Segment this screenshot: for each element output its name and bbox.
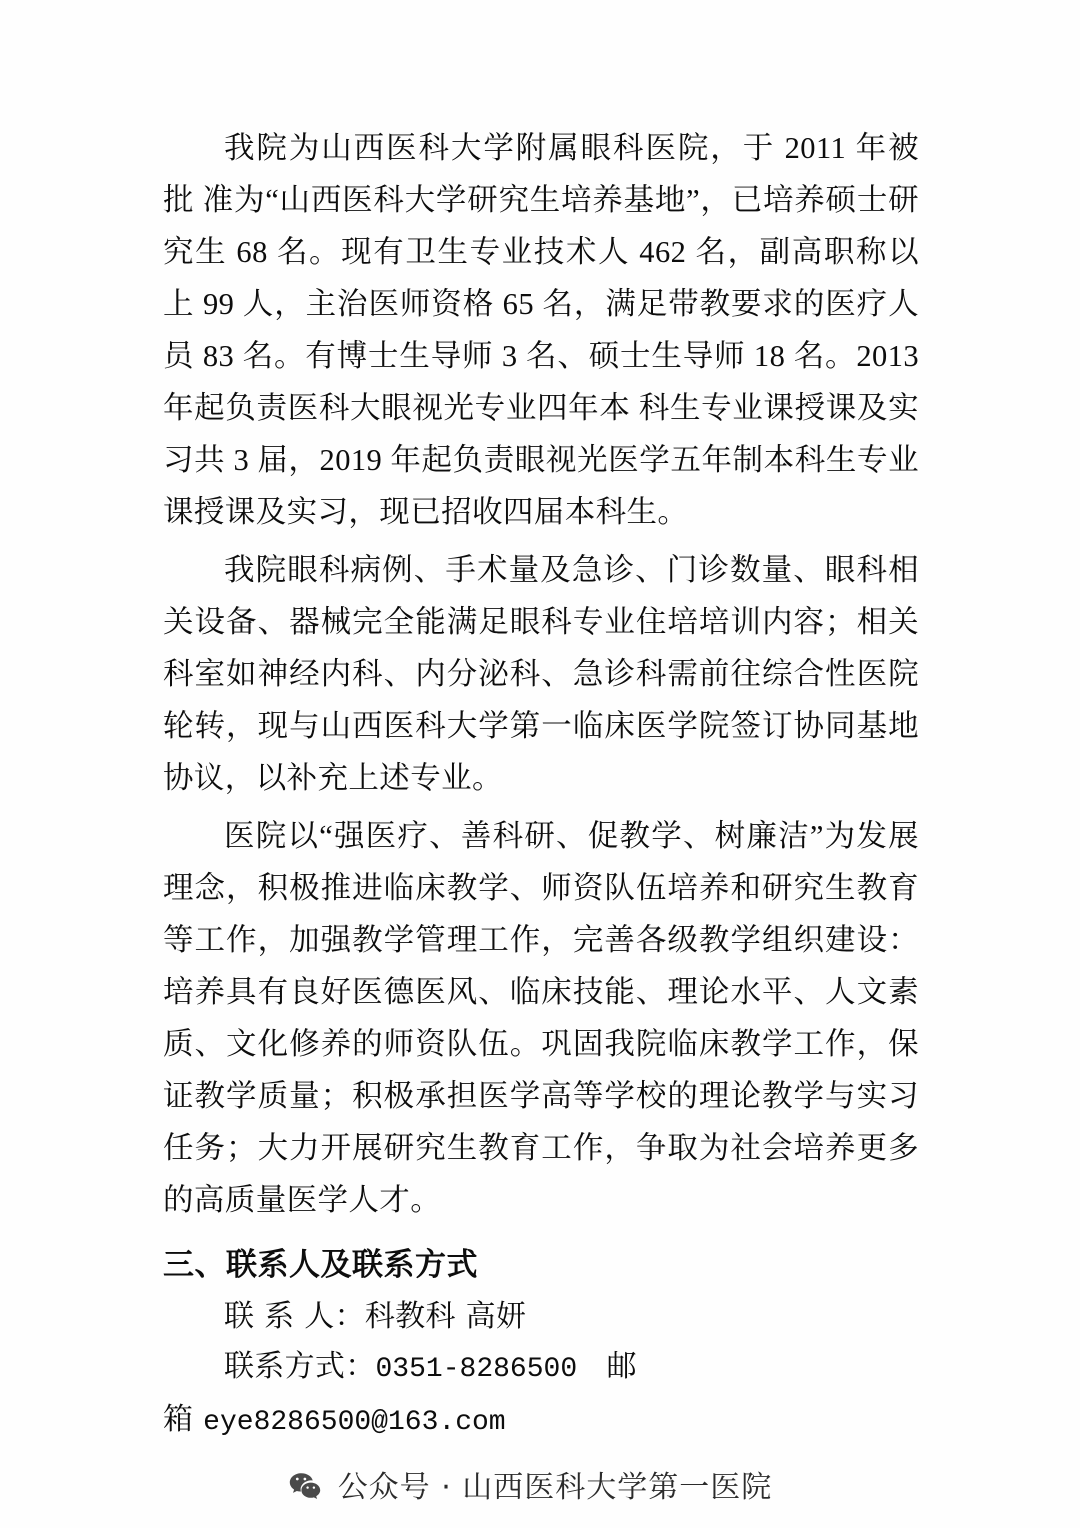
contact-method-label: 联系方式： <box>224 1349 376 1384</box>
section-heading-contact: 三、联系人及联系方式 <box>163 1247 478 1283</box>
contact-email-prefix: 邮箱 <box>163 1349 637 1437</box>
paragraph-2: 我院眼科病例、手术量及急诊、门诊数量、眼科相关设备、器械完全能满足眼科专业住培培训内容；相关科室如神经内科、内分泌科、急诊科需前往综合性医院轮转，现与山西医科大学第一临床医学院签订协同基地协议，以补充上述专业。 <box>163 553 919 795</box>
footer <box>0 1462 1080 1506</box>
contact-person-value: 科教科 高妍 <box>364 1299 527 1334</box>
contact-email-label <box>577 1349 607 1384</box>
contact-email: eye8286500@163.com <box>203 1407 506 1438</box>
paragraph-3: 医院以“强医疗、善科研、促教学、树廉洁”为发展理念，积极推进临床教学、师资队伍培养和研究生教育等工作，加强教学管理工作，完善各级教学组织建设：培养具有良好医德医风、临床技能、理论水平、人文素质、文化修养的师资队伍。巩固我院临床教学工作，保证教学质量；积极承担医学高等学校的理论教学与实习任务；大力开展研究生教育工作，争取为社会培养更多的高质量医学人才。 <box>163 819 919 1217</box>
contact-email-spacer <box>193 1402 203 1437</box>
contact-person-label: 联 系 人： <box>224 1299 365 1334</box>
footer-text: 公众号 · 山西医科大学第一医院 <box>337 1470 773 1505</box>
paragraph-1: 我院为山西医科大学附属眼科医院，于 2011 年被批 准为“山西医科大学研究生培养基地”，已培养硕士研究生 68 名。现有卫生专业技术人 462 名，副高职称以上 99 人，主治医师资格 65 名，满足带教要求的医疗人员 83 名。有博士生导师 3 名、硕士生导师 18 名。2013 年起负责医科大眼视光专业四年本 科生专业课授课及实习共 3 届，2019 年起负责眼视光医学五年制本科生专业课授课及实习，现已招收四届本科生。 <box>163 131 919 529</box>
wechat-icon <box>288 1469 322 1503</box>
footer-inner <box>288 1462 773 1506</box>
contact-person-line <box>163 1292 919 1342</box>
contact-phone: 0351-8286500 <box>375 1354 578 1385</box>
contact-method-line <box>163 1342 919 1448</box>
document-body <box>163 122 919 1448</box>
